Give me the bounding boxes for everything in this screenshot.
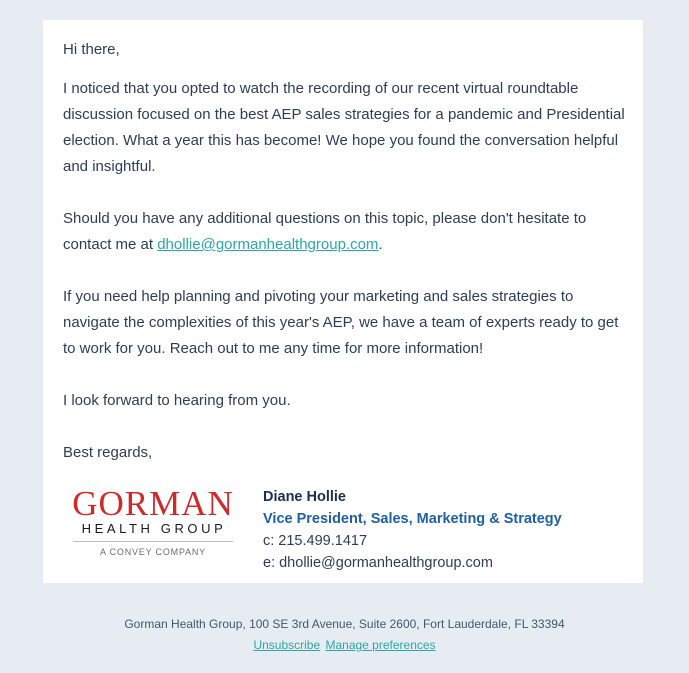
- logo-wordmark: GORMAN: [72, 484, 234, 523]
- email-link[interactable]: dhollie@gormanhealthgroup.com: [157, 236, 379, 253]
- paragraph-questions-suffix: .: [378, 236, 383, 253]
- logo-subtitle: HEALTH GROUP: [81, 521, 227, 536]
- gorman-logo: [63, 484, 243, 559]
- manage-preferences-link[interactable]: Manage preferences: [325, 638, 436, 652]
- closing: Best regards,: [63, 444, 153, 461]
- footer-links: [0, 637, 689, 653]
- logo-divider: [73, 541, 233, 542]
- signature-name: Diane Hollie: [263, 489, 346, 505]
- footer-address: Gorman Health Group, 100 SE 3rd Avenue, Suite 2600, Fort Lauderdale, FL 33394: [124, 617, 565, 631]
- greeting: Hi there,: [63, 41, 120, 58]
- paragraph-help: If you need help planning and pivoting your marketing and sales strategies to navigate the complexities of this year's AEP, we have a team of experts ready to get to work for you. Reach out to me any time for more information!: [63, 288, 619, 357]
- signature-phone: c: 215.499.1417: [263, 533, 368, 549]
- paragraph-roundtable: I noticed that you opted to watch the recording of our recent virtual roundtable discussion focused on the best AEP sales strategies for a pandemic and Presidential election. What a year this has become! We hope you found the conversation helpful and insightful.: [63, 80, 625, 175]
- signature-email: e: dhollie@gormanhealthgroup.com: [263, 555, 493, 571]
- email-card: [43, 20, 643, 583]
- paragraph-questions-text: Should you have any additional questions on this topic, please don't hesitate to contact me at: [63, 210, 587, 253]
- logo-tagline: A CONVEY COMPANY: [100, 547, 206, 557]
- unsubscribe-link[interactable]: Unsubscribe: [253, 638, 321, 652]
- paragraph-forward: I look forward to hearing from you.: [63, 392, 291, 409]
- paragraph-questions: [63, 206, 628, 258]
- signature-title: Vice President, Sales, Marketing & Strategy: [263, 511, 562, 527]
